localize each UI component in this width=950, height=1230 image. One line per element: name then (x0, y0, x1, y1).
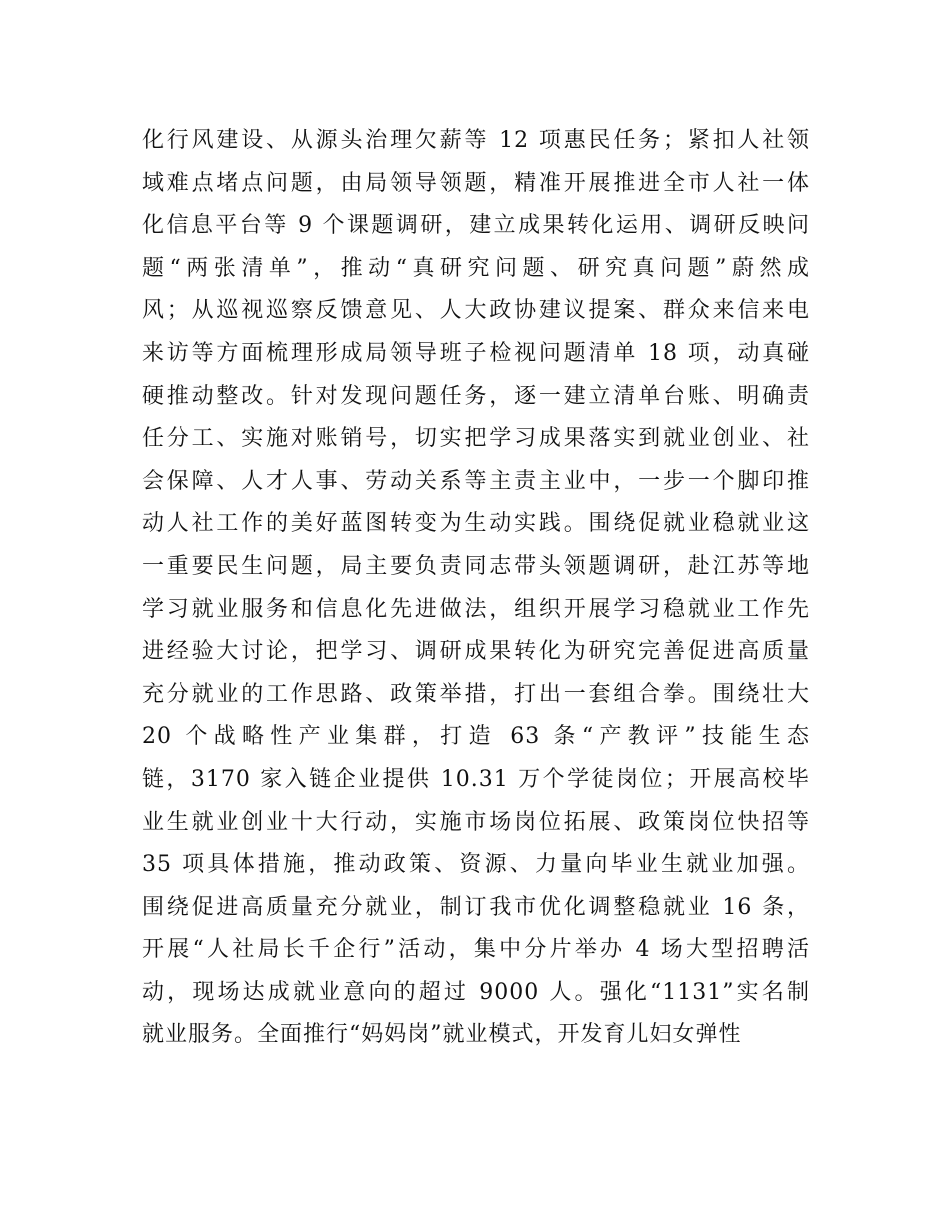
text-line: 围绕促进高质量充分就业，制订我市优化调整稳就业 16 条， (142, 894, 810, 920)
text-line: 动人社工作的美好蓝图转变为生动实践。围绕促就业稳就业这 (142, 511, 810, 537)
text-line: 题“两张清单”，推动“真研究问题、研究真问题”蔚然成 (142, 255, 810, 281)
text-line: 来访等方面梳理形成局领导班子检视问题清单 18 项，动真碰 (142, 340, 810, 366)
text-line: 就业服务。全面推行“妈妈岗”就业模式，开发育儿妇女弹性 (142, 1022, 742, 1048)
text-line: 20 个战略性产业集群，打造 63 条“产教评”技能生态 (142, 724, 810, 750)
text-line: 35 项具体措施，推动政策、资源、力量向毕业生就业加强。 (142, 852, 810, 878)
text-line: 域难点堵点问题，由局领导领题，精准开展推进全市人社一体 (142, 170, 810, 196)
text-line: 风；从巡视巡察反馈意见、人大政协建议提案、群众来信来电 (142, 298, 810, 324)
text-line: 硬推动整改。针对发现问题任务，逐一建立清单台账、明确责 (142, 383, 810, 409)
text-line: 动，现场达成就业意向的超过 9000 人。强化“1131”实名制 (142, 979, 810, 1005)
text-line: 会保障、人才人事、劳动关系等主责主业中，一步一个脚印推 (142, 468, 810, 494)
text-line: 进经验大讨论，把学习、调研成果转化为研究完善促进高质量 (142, 639, 810, 665)
text-line: 链，3170 家入链企业提供 10.31 万个学徒岗位；开展高校毕 (142, 766, 810, 792)
text-line: 学习就业服务和信息化先进做法，组织开展学习稳就业工作先 (142, 596, 810, 622)
text-line: 业生就业创业十大行动，实施市场岗位拓展、政策岗位快招等 (142, 809, 810, 835)
text-line: 化信息平台等 9 个课题调研，建立成果转化运用、调研反映问 (142, 213, 810, 239)
text-line: 充分就业的工作思路、政策举措，打出一套组合拳。围绕壮大 (142, 681, 810, 707)
text-line: 化行风建设、从源头治理欠薪等 12 项惠民任务；紧扣人社领 (142, 128, 810, 153)
text-line: 开展“人社局长千企行”活动，集中分片举办 4 场大型招聘活 (142, 937, 810, 963)
body-text (142, 120, 810, 1057)
text-line: 任分工、实施对账销号，切实把学习成果落实到就业创业、社 (142, 426, 810, 452)
text-line: 一重要民生问题，局主要负责同志带头领题调研，赴江苏等地 (142, 553, 810, 579)
